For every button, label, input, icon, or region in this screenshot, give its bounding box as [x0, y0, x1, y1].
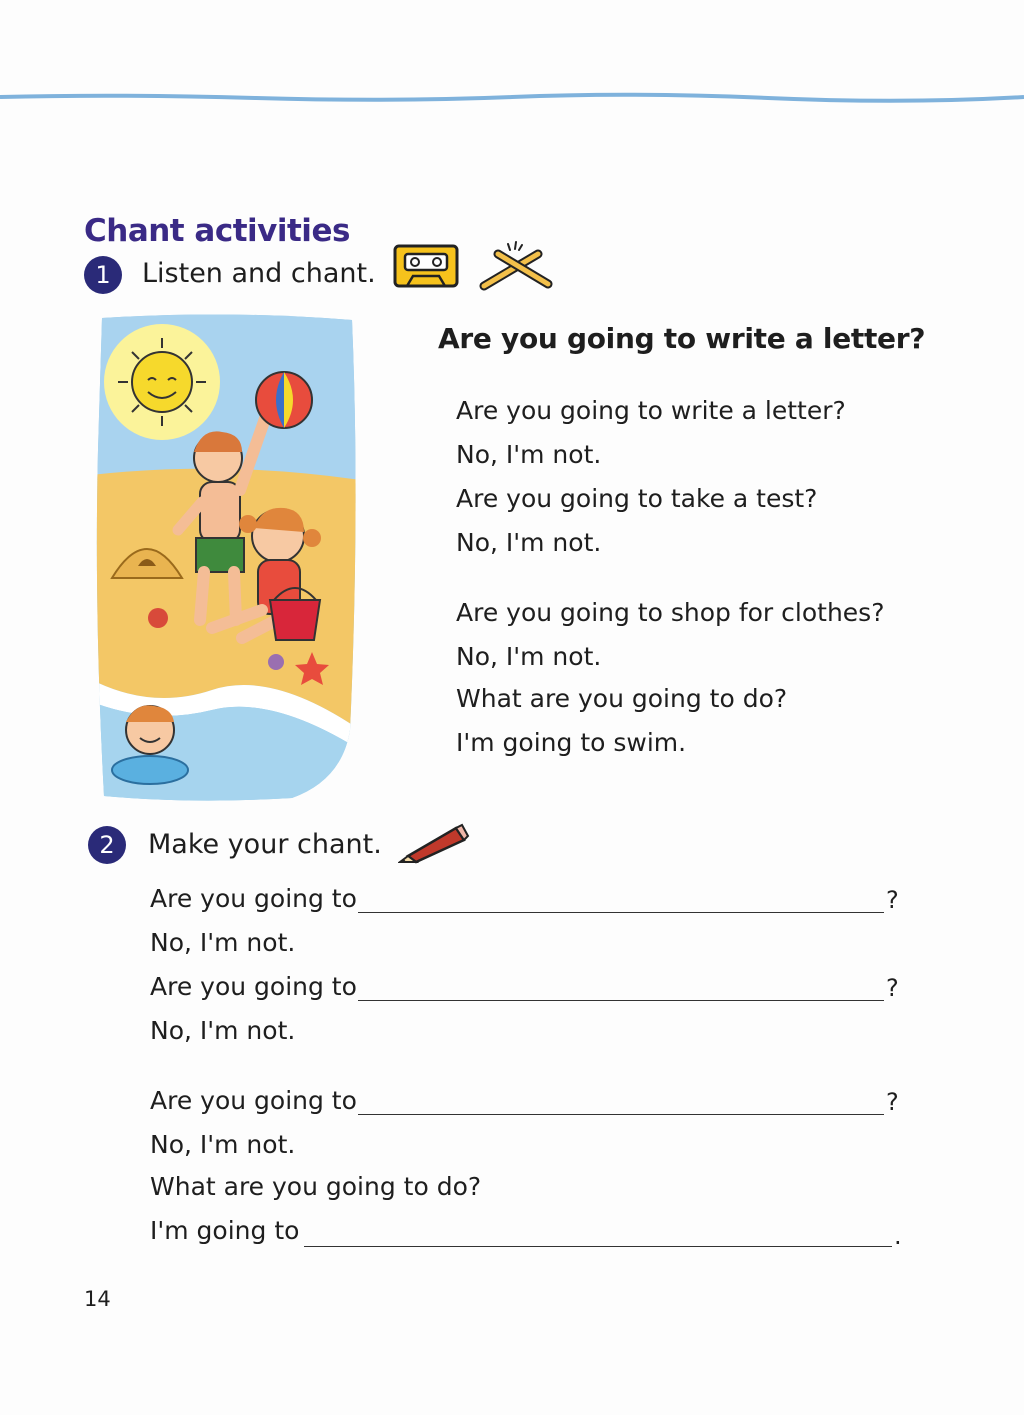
make-line-4: No, I'm not. [150, 1016, 296, 1045]
make-line-6: No, I'm not. [150, 1130, 296, 1159]
make-line-3: Are you going to [150, 972, 357, 1001]
answer-blank-2[interactable] [358, 1000, 884, 1001]
pencil-icon [398, 820, 470, 864]
section-title: Chant activities [84, 213, 350, 249]
verse1-line-2: No, I'm not. [456, 440, 602, 469]
verse1-line-3: Are you going to take a test? [456, 484, 818, 513]
cassette-icon [393, 244, 459, 288]
make-line-8: I'm going to [150, 1216, 300, 1245]
make-line-1-end: ? [886, 886, 899, 914]
answer-blank-1[interactable] [358, 912, 884, 913]
make-line-1: Are you going to [150, 884, 357, 913]
verse2-line-3: What are you going to do? [456, 684, 788, 713]
exercise-2-instruction: Make your chant. [148, 829, 382, 860]
sun [104, 324, 220, 440]
beach-illustration [92, 310, 360, 802]
verse1-line-1: Are you going to write a letter? [456, 396, 846, 425]
verse1-line-4: No, I'm not. [456, 528, 602, 557]
page-number: 14 [84, 1287, 111, 1311]
make-line-2: No, I'm not. [150, 928, 296, 957]
exercise-1-instruction: Listen and chant. [142, 258, 376, 289]
answer-blank-3[interactable] [358, 1114, 884, 1115]
verse2-line-2: No, I'm not. [456, 642, 602, 671]
make-line-8-end: . [894, 1222, 902, 1250]
exercise-2-badge: 2 [88, 826, 126, 864]
chant-title: Are you going to write a letter? [438, 322, 926, 355]
make-line-3-end: ? [886, 974, 899, 1002]
exercise-1-badge: 1 [84, 256, 122, 294]
clapping-sticks-icon [478, 240, 554, 292]
verse2-line-1: Are you going to shop for clothes? [456, 598, 885, 627]
make-line-5: Are you going to [150, 1086, 357, 1115]
make-line-7: What are you going to do? [150, 1172, 482, 1201]
top-rule [0, 90, 1024, 106]
answer-blank-4[interactable] [304, 1246, 892, 1247]
make-line-5-end: ? [886, 1088, 899, 1116]
verse2-line-4: I'm going to swim. [456, 728, 687, 757]
